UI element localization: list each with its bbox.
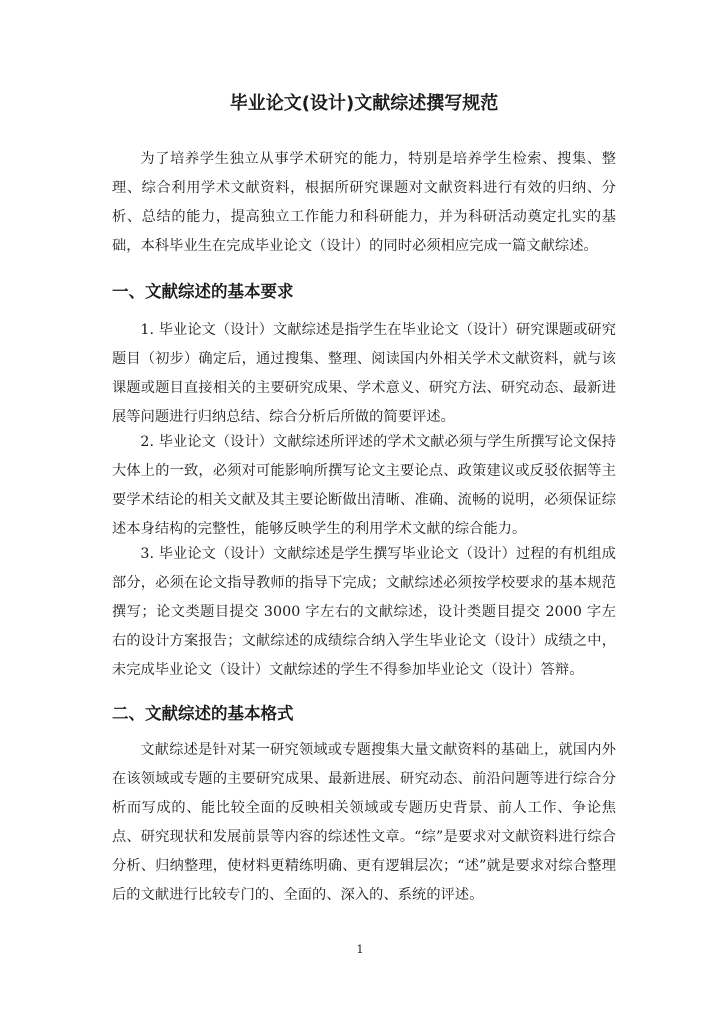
document-title: 毕业论文(设计)文献综述撰写规范 <box>229 93 499 114</box>
intro-paragraph: 为了培养学生独立从事学术研究的能力，特别是培养学生检索、搜集、整理、综合利用学术文献资料，根据所研究课题对文献资料进行有效的归纳、分析、总结的能力，提高独立工作能力和科研能力，并为科研活动奠定扎实的基础，本科毕业生在完成毕业论文（设计）的同时必须相应完成一篇文献综述。 <box>112 151 616 254</box>
format-paragraph: 文献综述是针对某一研究领域或专题搜集大量文献资料的基础上，就国内外在该领域或专题的主要研究成果、最新进展、研究动态、前沿问题等进行综合分析而写成的、能比较全面的反映相关领域或专题历史背景、前人工作、争论焦点、研究现状和发展前景等内容的综述性文章。“综”是要求对文献资料进行综合分析、归纳整理，使材料更精练明确、更有逻辑层次；“述”就是要求对综合整理后的文献进行比较专门的、全面的、深入的、系统的评述。 <box>112 742 616 903</box>
page-number: 1 <box>356 943 364 956</box>
requirement-item-3: 3. 毕业论文（设计）文献综述是学生撰写毕业论文（设计）过程的有机组成部分，必须在论文指导教师的指导下完成；文献综述必须按学校要求的基本规范撰写；论文类题目提交 3000 字左右的文献综述，设计类题目提交 2000 字左右的设计方案报告；文献综述的成绩综合纳入学生毕业论文（设计）成绩之中，未完成毕业论文（设计）文献综述的学生不得参加毕业论文（设计）答辩。 <box>112 546 616 678</box>
requirement-item-1: 1. 毕业论文（设计）文献综述是指学生在毕业论文（设计）研究课题或研究题目（初步）确定后，通过搜集、整理、阅读国内外相关学术文献资料，就与该课题或题目直接相关的主要研究成果、学术意义、研究方法、研究动态、最新进展等问题进行归纳总结、综合分析后所做的简要评述。 <box>112 322 616 425</box>
section-heading-requirements: 一、文献综述的基本要求 <box>112 282 294 301</box>
section-heading-format: 二、文献综述的基本格式 <box>112 704 294 723</box>
requirement-item-2: 2. 毕业论文（设计）文献综述所评述的学术文献必须与学生所撰写论文保持大体上的一致，必须对可能影响所撰写论文主要论点、政策建议或反驳依据等主要学术结论的相关文献及其主要论断做出清晰、准确、流畅的说明，必须保证综述本身结构的完整性，能够反映学生的利用学术文献的综合能力。 <box>112 434 616 537</box>
